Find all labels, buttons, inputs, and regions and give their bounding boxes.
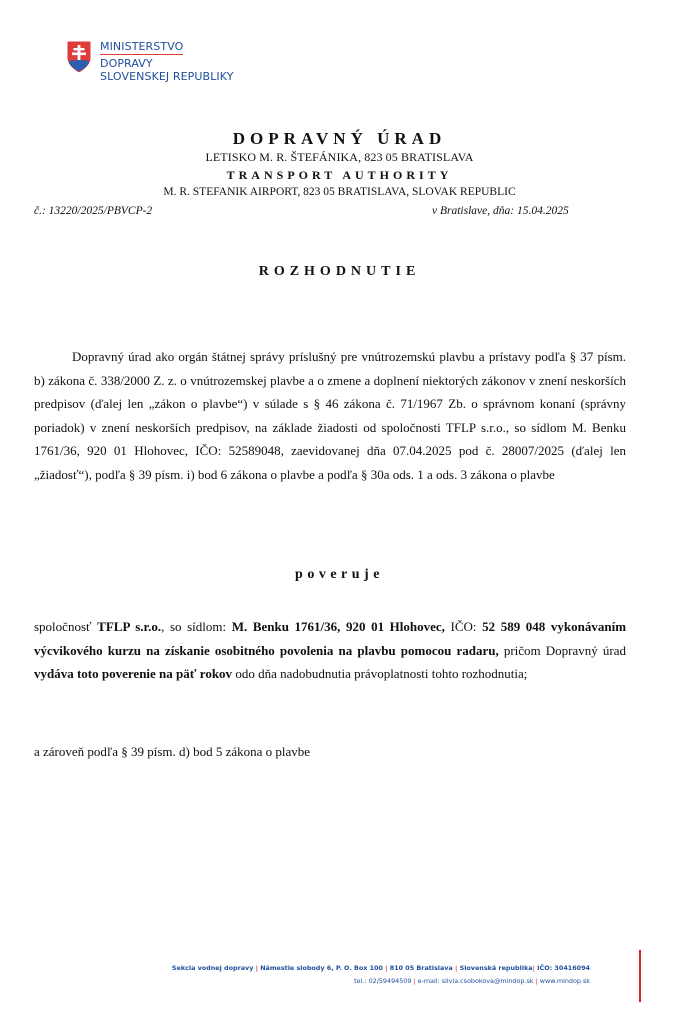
authority-address: LETISKO M. R. ŠTEFÁNIKA, 823 05 BRATISLAVA	[205, 150, 474, 164]
footer-phone: tel.: 02/59494509	[354, 977, 412, 985]
decision-paragraph	[34, 615, 626, 686]
text-fragment: odo dňa nadobudnutia právoplatnosti tohto rozhodnutia;	[232, 666, 528, 681]
footer-street: Námestie slobody 6, P. O. Box 100	[260, 964, 383, 972]
reference-number: č.: 13220/2025/PBVCP-2	[34, 205, 153, 217]
footer-separator: |	[532, 964, 535, 972]
document-type-heading: ROZHODNUTIE	[258, 264, 421, 279]
verdict-heading: poveruje	[295, 567, 384, 582]
logo-line-dopravy: DOPRAVY	[100, 57, 153, 70]
text-fragment: pričom Dopravný úrad	[498, 642, 626, 658]
authority-title: DOPRAVNÝ ÚRAD	[232, 129, 447, 148]
footer-section: Sekcia vodnej dopravy	[171, 964, 254, 972]
coat-of-arms-icon	[66, 40, 92, 74]
footer-country: Slovenská republika	[459, 964, 533, 972]
footer-separator: |	[385, 964, 388, 972]
footer-red-bar	[639, 950, 641, 1002]
footer-ico: IČO: 30416094	[537, 964, 590, 972]
footer-city: 810 05 Bratislava	[389, 964, 453, 972]
place-and-date: v Bratislave, dňa: 15.04.2025	[432, 205, 569, 217]
company-ico: 52 589 048	[482, 619, 546, 634]
authority-title-en: TRANSPORT AUTHORITY	[226, 168, 453, 182]
text-fragment: , so sídlom:	[161, 619, 232, 634]
intro-paragraph: Dopravný úrad ako orgán štátnej správy príslušný pre vnútrozemskú plavbu a prístavy podľa § 37 písm. b) zákona č. 338/2000 Z. z. o vnútrozemskej plavbe a o zmene a doplnení niektorých zákonov v znení neskorších predpisov (ďalej len „zákon o plavbe“) v súlade s § 46 zákona č. 71/1967 Zb. o správnom konaní (správny poriadok) v znení neskorších predpisov, na základe žiadosti od spoločnosti TFLP s.r.o., so sídlom M. Benku 1761/36, 920 01 Hlohovec, IČO: 52589048, zaevidovanej dňa 07.04.2025 pod č. 28007/2025 (ďalej len „žiadosť“), podľa § 39 písm. i) bod 6 zákona o plavbe a podľa § 30a ods. 1 a ods. 3 zákona o plavbe	[34, 349, 626, 482]
footer-contact-line	[160, 977, 590, 985]
logo-line-republiky: SLOVENSKEJ REPUBLIKY	[100, 70, 234, 83]
authorization-purpose: vykonávaním výcvikového kurzu na získanie osobitného povolenia na plavbu pomocou radaru,	[34, 619, 627, 658]
footer-address-line	[160, 964, 590, 972]
footer-separator: |	[455, 964, 458, 972]
footer-separator: |	[255, 964, 258, 972]
company-seat: M. Benku 1761/36, 920 01 Hlohovec,	[231, 619, 445, 634]
footer-separator: |	[413, 977, 416, 985]
footer-email[interactable]: e-mail: silvia.csobokova@mindop.sk	[417, 977, 534, 985]
ministry-logo	[66, 40, 234, 83]
footer-separator: |	[535, 977, 538, 985]
footer-website[interactable]: www.mindop.sk	[539, 977, 590, 985]
logo-line-ministerstvo: MINISTERSTVO	[100, 40, 184, 53]
company-name: TFLP s.r.o.	[97, 619, 162, 634]
final-paragraph: a zároveň podľa § 39 písm. d) bod 5 zákona o plavbe	[34, 744, 311, 759]
authorization-validity: vydáva toto poverenie na päť rokov	[34, 666, 233, 681]
text-fragment: spoločnosť	[34, 619, 98, 634]
authority-address-en: M. R. STEFANIK AIRPORT, 823 05 BRATISLAVA, SLOVAK REPUBLIC	[163, 186, 516, 198]
text-fragment: IČO:	[444, 619, 483, 634]
